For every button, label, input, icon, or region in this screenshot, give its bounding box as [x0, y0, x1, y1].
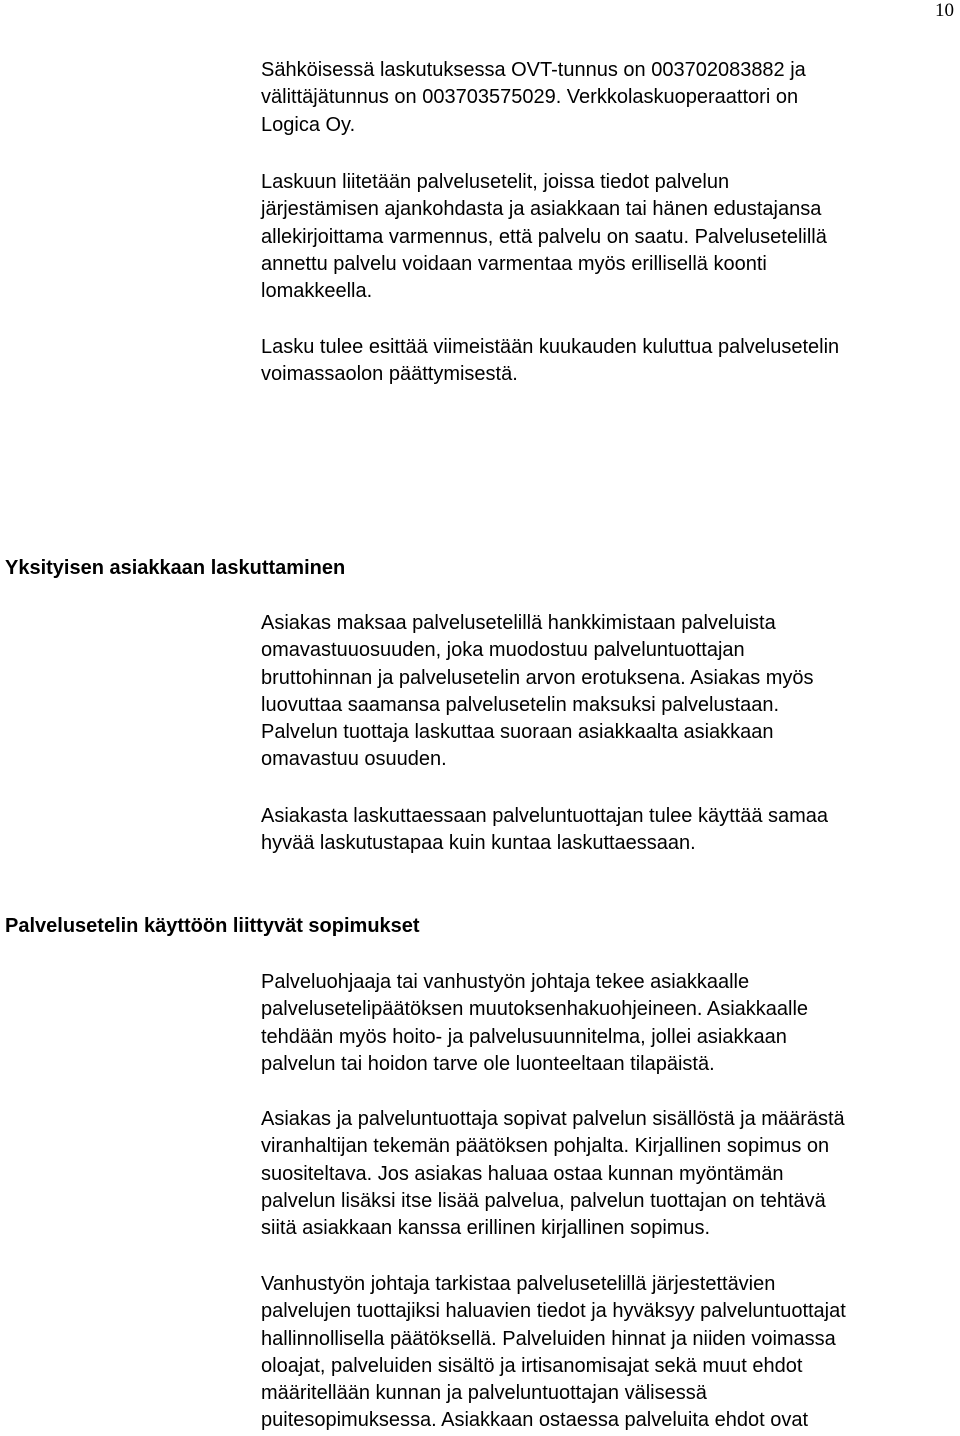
intro-paragraph-deadline: Lasku tulee esittää viimeistään kuukauden kuluttua palvelusetelin voimassaolon päättymisestä. — [261, 336, 840, 386]
section2-paragraph-framework: Vanhustyön johtaja tarkistaa palvelusetelillä järjestettävien palvelujen tuottajiksi haluavien tiedot ja hyväksyy palveluntuottajat hallinnollisella päätöksellä. Palveluiden hinnat ja niiden voimassa oloajat, palveluiden sisältö ja irtisanomisajat sekä muut ehdot määritellään kunnan ja palveluntuottajan välisessä puitesopimuksessa. Asiakkaan ostaessa palveluita ehdot ovat — [261, 1273, 846, 1432]
intro-paragraph-attachments: Laskuun liitetään palvelusetelit, joissa tiedot palvelun järjestämisen ajankohdasta ja asiakkaan tai hänen edustajansa allekirjoittama varmennus, että palvelu on saatu. Palvelusetelillä annettu palvelu voidaan varmentaa myös erillisellä koonti lomakkeella. — [261, 171, 827, 303]
section1-paragraph-billing-practice: Asiakasta laskuttaessaan palveluntuottajan tulee käyttää samaa hyvää laskutustapaa kuin kuntaa laskuttaessaan. — [261, 805, 829, 855]
section1-paragraph-copayment: Asiakas maksaa palvelusetelillä hankkimistaan palveluista omavastuuosuuden, joka muodostuu palveluntuottajan bruttohinnan ja palvelusetelin arvon erotuksena. Asiakas myös luovuttaa saamansa palvelusetelin maksuksi palvelustaan. Palvelun tuottaja laskuttaa suoraan asiakkaalta asiakkaan omavastuu osuuden. — [261, 612, 814, 771]
section-heading-private-billing: Yksityisen asiakkaan laskuttaminen — [5, 557, 346, 579]
section2-paragraph-contract: Asiakas ja palveluntuottaja sopivat palvelun sisällöstä ja määrästä viranhaltijan tekemän päätöksen pohjalta. Kirjallinen sopimus on suositeltava. Jos asiakas haluaa ostaa kunnan myöntämän palvelun lisäksi itse lisää palvelua, palvelun tuottajan on tehtävä siitä asiakkaan kanssa erillinen kirjallinen sopimus. — [261, 1108, 845, 1240]
intro-paragraph-einvoicing: Sähköisessä laskutuksessa OVT-tunnus on 003702083882 ja välittäjätunnus on 003703575029. Verkkolaskuoperaattori on Logica Oy. — [261, 59, 806, 136]
section-heading-agreements: Palvelusetelin käyttöön liittyvät sopimukset — [5, 915, 420, 937]
section2-paragraph-decision: Palveluohjaaja tai vanhustyön johtaja tekee asiakkaalle palvelusetelipäätöksen muutoksenhakuohjeineen. Asiakkaalle tehdään myös hoito- ja palvelusuunnitelma, jollei asiakkaan palvelun tai hoidon tarve ole luonteeltaan tilapäistä. — [261, 971, 809, 1075]
page-number: 10 — [935, 0, 954, 21]
